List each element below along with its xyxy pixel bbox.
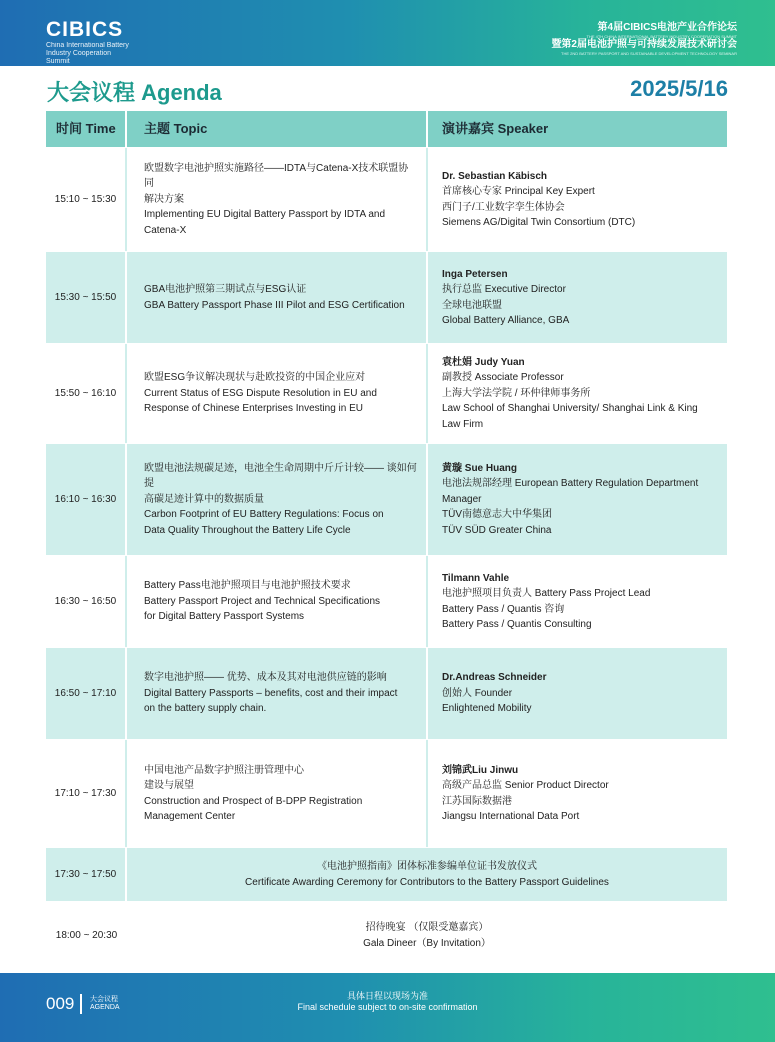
forum-subtitle-line2: THE 2ND BATTERY PASSPORT AND SUSTAINABLE DEVELOPMENT TECHNOLOGY SEMINAR xyxy=(561,51,737,56)
speaker-name: Inga Petersen xyxy=(442,268,508,280)
topic-cell xyxy=(127,252,428,343)
speaker-line: Enlightened Mobility xyxy=(442,703,532,715)
speaker-name: 袁杜娟 Judy Yuan xyxy=(442,356,525,368)
topic-cell xyxy=(127,148,428,251)
ceremony-line-en: Certificate Awarding Ceremony for Contributors to the Battery Passport Guidelines xyxy=(245,876,609,888)
section-label-en: AGENDA xyxy=(90,1004,120,1011)
speaker-line: Manager xyxy=(442,493,482,505)
topic-line: GBA电池护照第三期试点与ESG认证 xyxy=(144,284,307,295)
speaker-cell xyxy=(428,344,727,443)
topic-cell xyxy=(127,740,428,847)
speaker-line: 江苏国际数据港 xyxy=(442,795,512,807)
speaker-line: Battery Pass / Quantis Consulting xyxy=(442,619,592,630)
agenda-row xyxy=(46,740,727,848)
topic-line: Battery Pass电池护照项目与电池护照技术要求 xyxy=(144,580,351,592)
speaker-line: 上海大学法学院 / 环仲律师事务所 xyxy=(442,387,591,399)
topic-line: 数字电池护照—— 优势、成本及其对电池供应链的影响 xyxy=(144,672,387,684)
ceremony-row xyxy=(46,848,727,902)
speaker-line: Law Firm xyxy=(442,418,484,430)
topic-line: Implementing EU Digital Battery Passport by IDTA and xyxy=(144,209,386,221)
topic-line: Data Quality Throughout the Battery Life Cycle xyxy=(144,524,351,536)
agenda-row xyxy=(46,148,727,252)
topic-line: Carbon Footprint of EU Battery Regulations: Focus on xyxy=(144,509,384,521)
schedule-note-cn: 具体日程以现场为准 xyxy=(346,991,428,1001)
speaker-line: 电池法规部经理 European Battery Regulation Department xyxy=(442,478,699,490)
speaker-line: Jiangsu International Data Port xyxy=(442,811,580,822)
topic-cell xyxy=(127,344,428,443)
time-cell: 16:30 ~ 16:50 xyxy=(46,556,127,647)
time-cell: 15:50 ~ 16:10 xyxy=(46,344,127,443)
schedule-note-en: Final schedule subject to on-site confirmation xyxy=(297,1002,478,1012)
logo-text: CIBICS xyxy=(46,18,124,41)
speaker-cell xyxy=(428,556,727,647)
gala-line-en: Gala Dineer（By Invitation） xyxy=(363,937,491,949)
topic-line: 建设与展望 xyxy=(144,780,194,791)
topic-line: 欧盟电池法规碳足迹，电池全生命周期中斤斤计较—— 谈如何提 xyxy=(144,462,417,490)
topic-line: 欧盟数字电池护照实施路径——IDTA与Catena-X技术联盟协同 xyxy=(144,162,409,190)
speaker-cell xyxy=(428,740,727,847)
cibics-logo xyxy=(46,19,136,66)
page-number: 009 xyxy=(46,994,75,1013)
agenda-table xyxy=(46,111,727,970)
header-speaker: 演讲嘉宾 Speaker xyxy=(442,121,549,137)
agenda-row xyxy=(46,252,727,344)
event-date: 2025/5/16 xyxy=(630,76,728,101)
time-cell: 15:30 ~ 15:50 xyxy=(46,252,127,343)
page-title: 大会议程 Agenda xyxy=(47,80,222,105)
header-banner xyxy=(0,0,775,66)
speaker-line: Law School of Shanghai University/ Shanghai Link & King xyxy=(442,403,698,415)
speaker-name: 黄璇 Sue Huang xyxy=(442,462,518,474)
gala-line-cn: 招待晚宴 （仅限受邀嘉宾） xyxy=(365,922,489,933)
speaker-line: 全球电池联盟 xyxy=(442,299,502,311)
speaker-line: 高级产品总监 Senior Product Director xyxy=(442,780,609,791)
topic-cell xyxy=(127,444,428,555)
logo-subtitle: China International Battery Industry Cooperation Summit xyxy=(46,42,129,65)
section-label-cn: 大会议程 xyxy=(90,996,118,1003)
speaker-line: 首席核心专家 Principal Key Expert xyxy=(442,186,595,197)
speaker-line: 执行总监 Executive Director xyxy=(442,284,566,295)
topic-line: Management Center xyxy=(144,811,236,822)
speaker-cell xyxy=(428,252,727,343)
speaker-name: Tilmann Vahle xyxy=(442,572,510,584)
forum-title xyxy=(551,22,737,56)
topic-line: 高碳足迹计算中的数据质量 xyxy=(144,493,264,505)
time-cell: 17:30 ~ 17:50 xyxy=(46,848,127,901)
schedule-note xyxy=(0,991,775,1013)
speaker-line: 副教授 Associate Professor xyxy=(442,372,564,384)
table-header-row xyxy=(46,111,727,148)
speaker-name: Dr.Andreas Schneider xyxy=(442,672,547,684)
ceremony-line-cn: 《电池护照指南》团体标准参编单位证书发放仪式 xyxy=(316,861,537,872)
ceremony-cell xyxy=(127,848,727,901)
speaker-line: TÜV SÜD Greater China xyxy=(442,524,552,536)
speaker-line: 西门子/工业数字孪生体协会 xyxy=(442,201,565,213)
agenda-row xyxy=(46,556,727,648)
forum-title-line2: 暨第2届电池护照与可持续发展技术研讨会 xyxy=(551,39,737,50)
time-cell: 17:10 ~ 17:30 xyxy=(46,740,127,847)
topic-line: for Digital Battery Passport Systems xyxy=(144,611,305,623)
topic-line: 欧盟ESG争议解决现状与赴欧投资的中国企业应对 xyxy=(144,372,366,384)
topic-cell xyxy=(127,648,428,739)
topic-line: 中国电池产品数字护照注册管理中心 xyxy=(144,764,304,776)
time-cell: 15:10 ~ 15:30 xyxy=(46,148,127,251)
forum-subtitle-line1: THE 4TH CHINA INTERNATIONAL BATTERY INDUSTRY COOPERATION SUMMIT xyxy=(586,34,737,39)
speaker-cell xyxy=(428,444,727,555)
topic-line: Construction and Prospect of B-DPP Registration xyxy=(144,795,363,807)
topic-line: GBA Battery Passport Phase III Pilot and ESG Certification xyxy=(144,299,405,311)
footer-banner xyxy=(0,973,775,1042)
speaker-name: Dr. Sebastian Käbisch xyxy=(442,170,548,182)
agenda-row xyxy=(46,648,727,740)
gala-row xyxy=(46,902,727,970)
speaker-line: Global Battery Alliance, GBA xyxy=(442,315,570,326)
forum-title-line1: 第4届CIBICS电池产业合作论坛 xyxy=(597,22,737,33)
time-cell: 16:50 ~ 17:10 xyxy=(46,648,127,739)
agenda-row xyxy=(46,344,727,444)
topic-line: Battery Passport Project and Technical Specifications xyxy=(144,595,381,607)
speaker-cell xyxy=(428,148,727,251)
time-cell: 16:10 ~ 16:30 xyxy=(46,444,127,555)
topic-line: Digital Battery Passports – benefits, cost and their impact xyxy=(144,687,398,699)
header-topic: 主题 Topic xyxy=(127,111,428,147)
topic-line: Catena-X xyxy=(144,224,187,236)
speaker-line: Battery Pass / Quantis 咨询 xyxy=(442,603,565,615)
speaker-cell xyxy=(428,648,727,739)
topic-cell xyxy=(127,556,428,647)
speaker-name: 刘锦武Liu Jinwu xyxy=(442,764,519,776)
agenda-row xyxy=(46,444,727,556)
gala-cell xyxy=(127,902,727,969)
header-time: 时间 Time xyxy=(46,111,127,147)
topic-line: Current Status of ESG Dispute Resolution in EU and xyxy=(144,387,377,399)
speaker-line: 创始人 Founder xyxy=(442,687,513,699)
speaker-line: TÜV南德意志大中华集团 xyxy=(442,509,552,521)
time-cell: 18:00 ~ 20:30 xyxy=(55,929,118,941)
topic-line: on the battery supply chain. xyxy=(144,703,267,715)
speaker-line: Siemens AG/Digital Twin Consortium (DTC) xyxy=(442,217,636,228)
speaker-line: 电池护照项目负责人 Battery Pass Project Lead xyxy=(442,588,651,599)
topic-line: 解决方案 xyxy=(144,193,184,205)
topic-line: Response of Chinese Enterprises Investing in EU xyxy=(144,403,364,415)
